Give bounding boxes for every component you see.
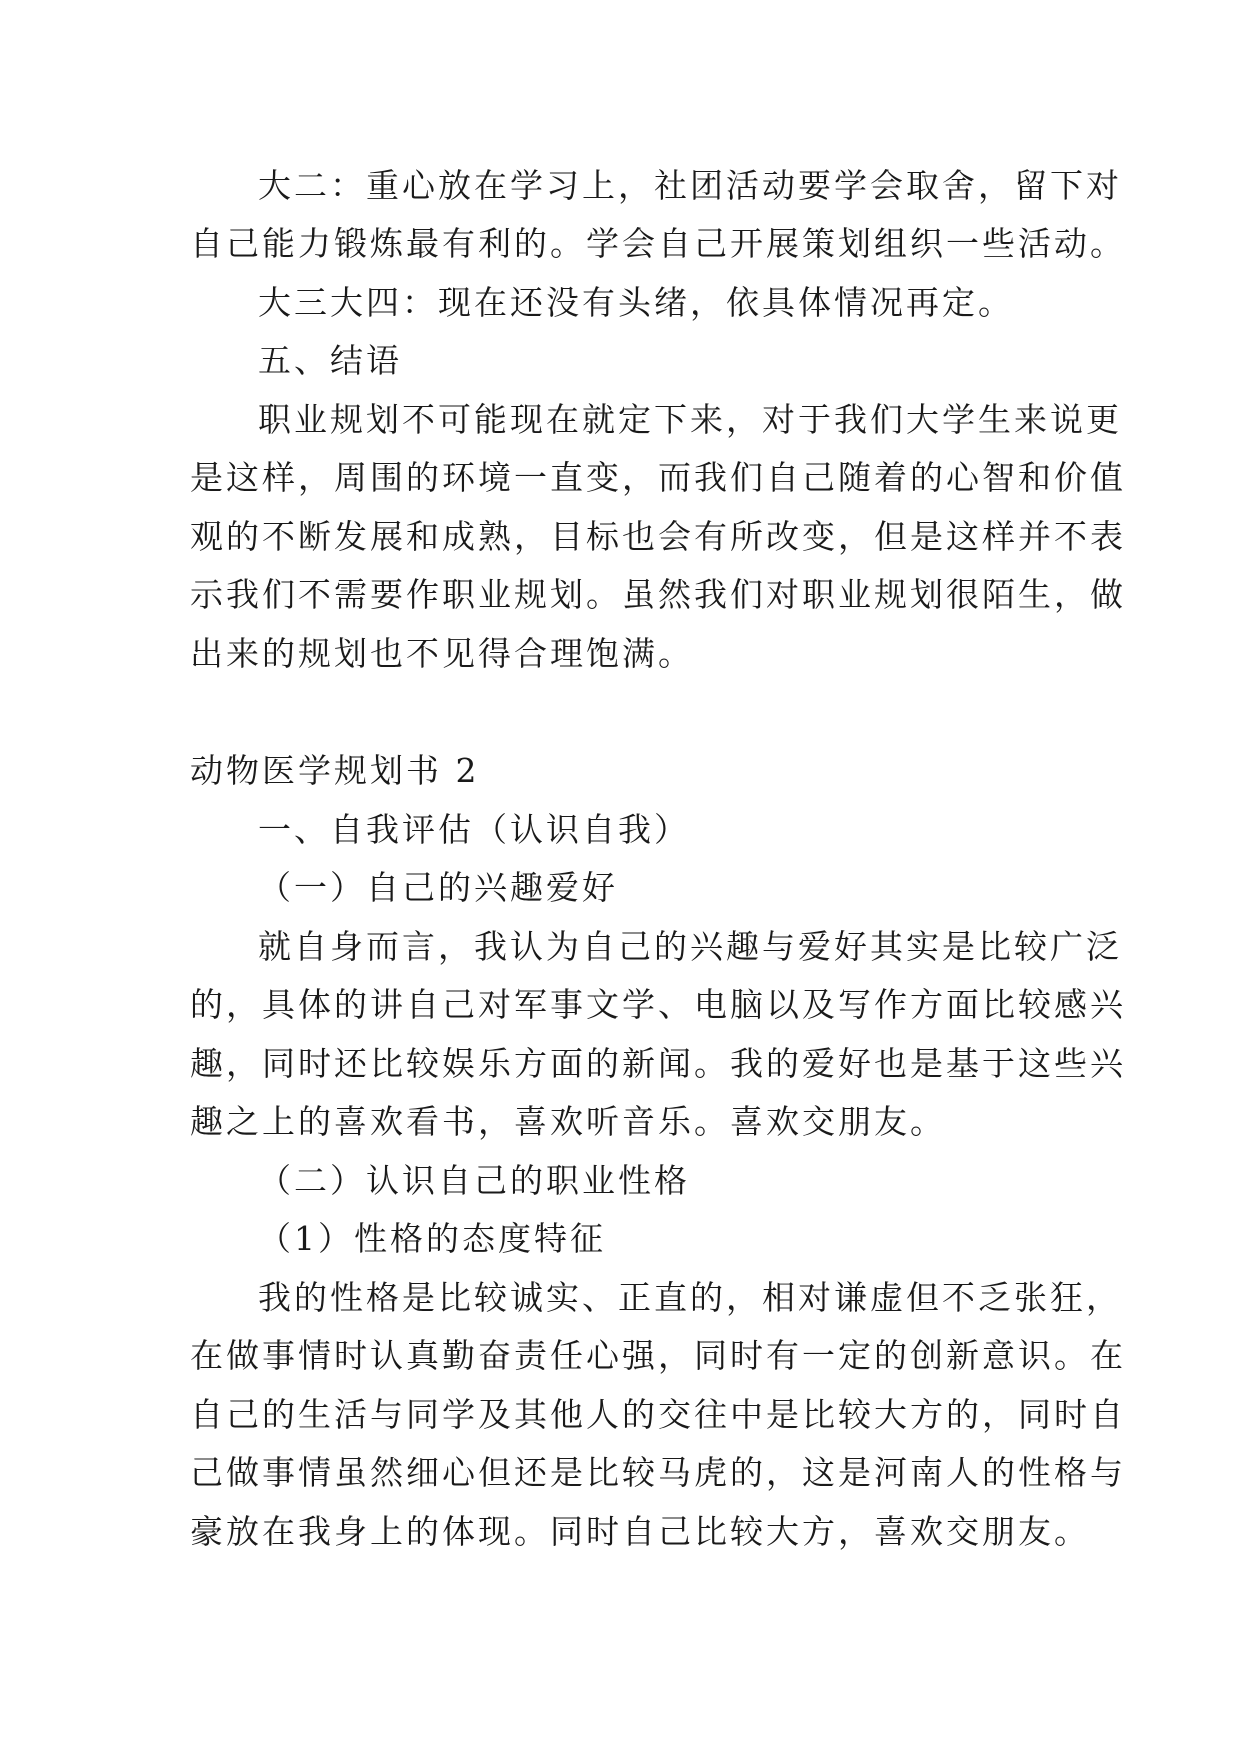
paragraph-line: 出来的规划也不见得合理饱满。 xyxy=(190,634,694,673)
paragraph-line: 示我们不需要作职业规划。虽然我们对职业规划很陌生，做 xyxy=(190,575,1126,614)
paragraph-line: 趣之上的喜欢看书，喜欢听音乐。喜欢交朋友。 xyxy=(190,1102,946,1141)
paragraph-line: 自己能力锻炼最有利的。学会自己开展策划组织一些活动。 xyxy=(190,224,1126,263)
paragraph-line: 己做事情虽然细心但还是比较马虎的，这是河南人的性格与 xyxy=(190,1453,1126,1492)
paragraph-line: 大三大四：现在还没有头绪，依具体情况再定。 xyxy=(258,283,1014,322)
paragraph-line: 自己的生活与同学及其他人的交往中是比较大方的，同时自 xyxy=(190,1395,1126,1434)
section-heading: 五、结语 xyxy=(258,341,402,380)
section-heading: 一、自我评估（认识自我） xyxy=(258,810,690,849)
paragraph-line: 的，具体的讲自己对军事文学、电脑以及写作方面比较感兴 xyxy=(190,985,1126,1024)
subsection-heading: （1）性格的态度特征 xyxy=(258,1219,606,1258)
document-title: 动物医学规划书 2 xyxy=(190,751,480,790)
paragraph-line: 职业规划不可能现在就定下来，对于我们大学生来说更 xyxy=(258,400,1122,439)
paragraph-line: 是这样，周围的环境一直变，而我们自己随着的心智和价值 xyxy=(190,458,1126,497)
paragraph-line: 豪放在我身上的体现。同时自己比较大方，喜欢交朋友。 xyxy=(190,1512,1090,1551)
paragraph-line: 在做事情时认真勤奋责任心强，同时有一定的创新意识。在 xyxy=(190,1336,1126,1375)
subsection-heading: （二）认识自己的职业性格 xyxy=(258,1161,690,1200)
subsection-heading: （一）自己的兴趣爱好 xyxy=(258,868,618,907)
paragraph-line: 趣，同时还比较娱乐方面的新闻。我的爱好也是基于这些兴 xyxy=(190,1044,1126,1083)
paragraph-line: 观的不断发展和成熟，目标也会有所改变，但是这样并不表 xyxy=(190,517,1126,556)
paragraph-line: 就自身而言，我认为自己的兴趣与爱好其实是比较广泛 xyxy=(258,927,1122,966)
paragraph-line: 大二：重心放在学习上，社团活动要学会取舍，留下对 xyxy=(258,166,1122,205)
paragraph-line: 我的性格是比较诚实、正直的，相对谦虚但不乏张狂， xyxy=(258,1278,1122,1317)
